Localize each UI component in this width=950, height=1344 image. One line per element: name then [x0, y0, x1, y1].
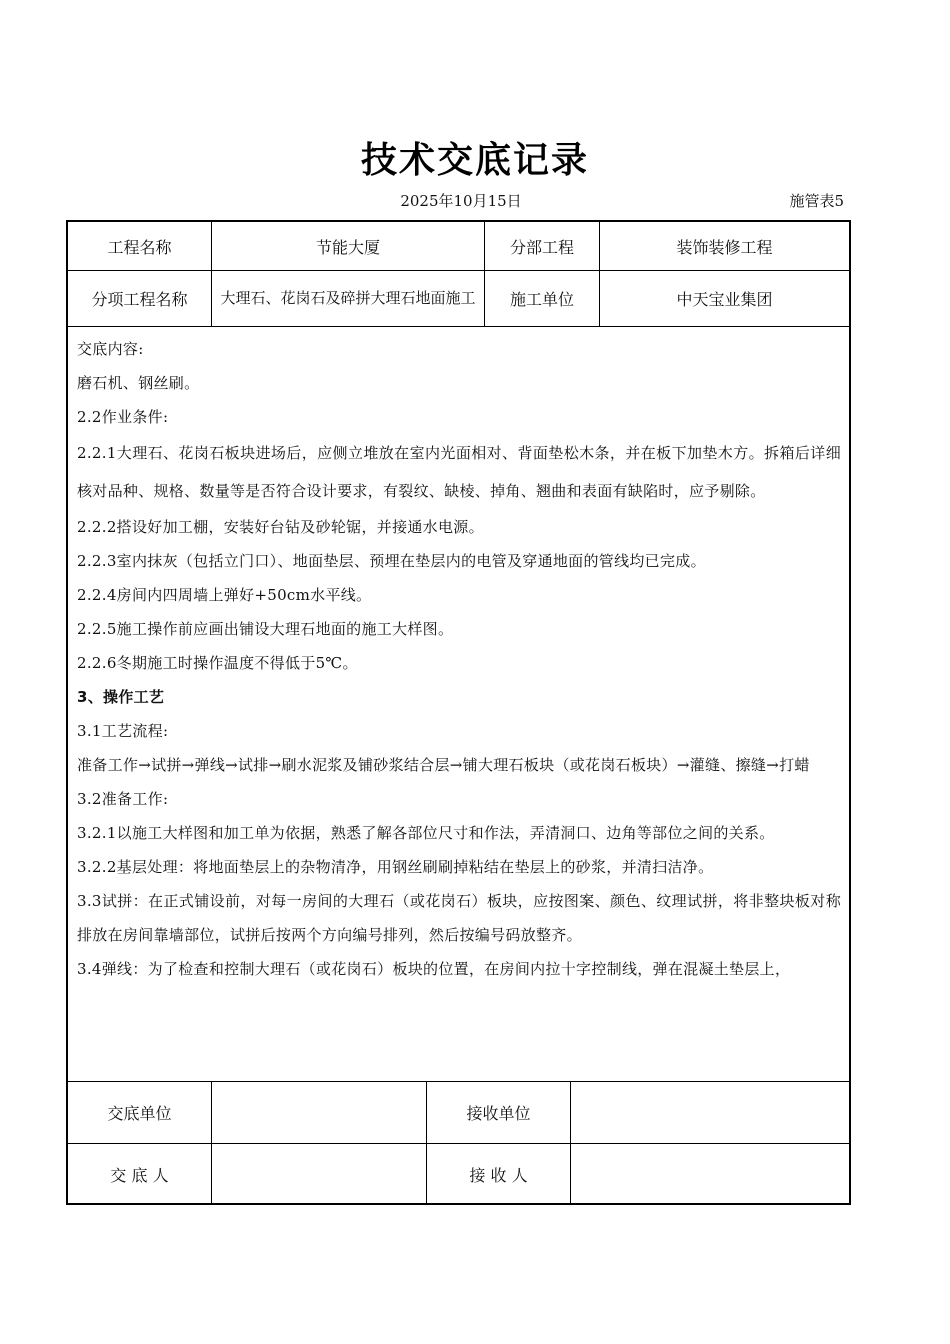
form-number: 施管表5 — [789, 192, 844, 210]
content-paragraph: 准备工作→试拼→弹线→试排→刷水泥浆及铺砂浆结合层→铺大理石板块（或花岗石板块）→灌缝、擦缝→打蜡 — [77, 756, 810, 774]
content-paragraph: 3.4弹线：为了检查和控制大理石（或花岗石）板块的位置，在房间内拉十字控制线，弹在混凝土垫层上， — [77, 960, 791, 978]
division-value: 装饰装修工程 — [676, 237, 773, 257]
content-line: 3.2准备工作: — [77, 790, 169, 808]
briefing-content — [68, 326, 849, 1082]
content-line: 2.2.6冬期施工时操作温度不得低于5℃。 — [77, 654, 358, 672]
contractor-label: 施工单位 — [485, 270, 600, 326]
project-value: 节能大厦 — [212, 222, 485, 270]
content-line: 2.2.4房间内四周墙上弹好+50cm水平线。 — [77, 586, 372, 604]
receiver-value — [571, 1143, 849, 1205]
issuer-unit-value — [212, 1082, 427, 1143]
content-line: 2.2.2搭设好加工棚，安装好台钻及砂轮锯，并接通水电源。 — [77, 518, 484, 536]
record-table — [66, 220, 851, 1205]
issuer-unit-label: 交底单位 — [68, 1082, 212, 1143]
unit-row — [68, 1082, 849, 1144]
project-row — [68, 222, 849, 271]
document-title: 技术交底记录 — [360, 140, 589, 181]
content-paragraph: 2.2.1大理石、花岗石板块进场后，应侧立堆放在室内光面相对、背面垫松木条，并在板下加垫木方。拆箱后详细核对品种、规格、数量等是否符合设计要求，有裂纹、缺棱、掉角、翘曲和表面有缺陷时，应予剔除。 — [77, 444, 841, 500]
document-date: 2025年10月15日 — [400, 192, 522, 210]
receiver-unit-value — [571, 1082, 849, 1143]
subitem-row — [68, 270, 849, 327]
issuer-value — [212, 1143, 427, 1205]
content-paragraph: 3.3试拼：在正式铺设前，对每一房间的大理石（或花岗石）板块，应按图案、颜色、纹理试拼，将非整块板对称排放在房间靠墙部位，试拼后按两个方向编号排列，然后按编号码放整齐。 — [77, 892, 841, 944]
section-heading: 3、操作工艺 — [77, 688, 165, 706]
content-heading: 交底内容: — [77, 340, 144, 358]
content-line: 2.2.5施工操作前应画出铺设大理石地面的施工大样图。 — [77, 620, 454, 638]
content-line: 2.2.3室内抹灰（包括立门口）、地面垫层、预埋在垫层内的电管及穿通地面的管线均已完成。 — [77, 552, 706, 570]
content-line: 3.2.2基层处理：将地面垫层上的杂物清净，用钢丝刷刷掉粘结在垫层上的砂浆，并清扫洁净。 — [77, 858, 714, 876]
subitem-value: 大理石、花岗石及碎拼大理石地面施工 — [212, 270, 485, 326]
content-line: 磨石机、钢丝刷。 — [77, 374, 200, 392]
receiver-unit-label: 接收单位 — [427, 1082, 571, 1143]
subitem-label: 分项工程名称 — [68, 270, 212, 326]
division-label: 分部工程 — [485, 222, 600, 270]
content-line: 3.1工艺流程: — [77, 722, 169, 740]
content-paragraph: 3.2.1以施工大样图和加工单为依据，熟悉了解各部位尺寸和作法，弄清洞口、边角等部位之间的关系。 — [77, 824, 775, 842]
receiver-label: 接 收 人 — [427, 1143, 571, 1205]
issuer-label: 交 底 人 — [68, 1143, 212, 1205]
contractor-value: 中天宝业集团 — [676, 289, 773, 309]
person-row — [68, 1143, 849, 1205]
content-line: 2.2作业条件: — [77, 408, 169, 426]
project-label: 工程名称 — [68, 222, 212, 270]
